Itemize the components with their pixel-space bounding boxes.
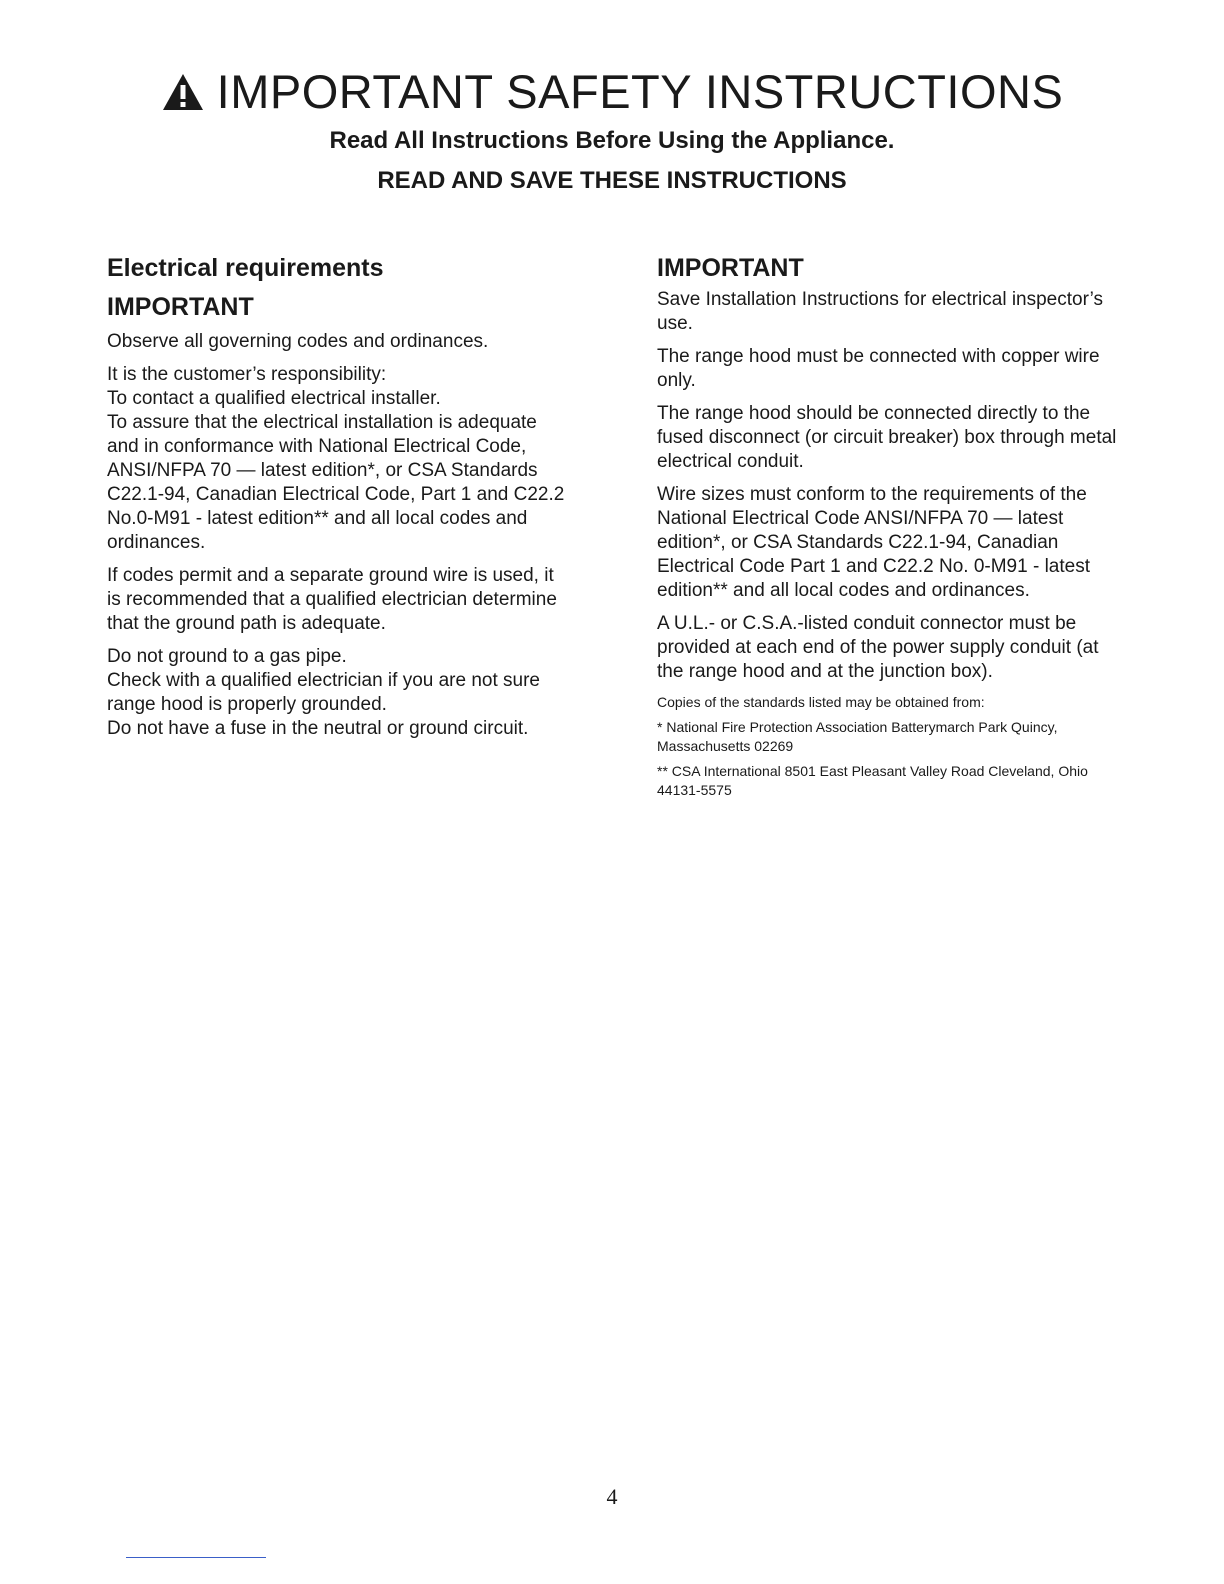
text-line: To contact a qualified electrical installer. — [107, 388, 441, 409]
warning-triangle-icon — [161, 72, 205, 112]
page-title — [0, 62, 1224, 122]
footnote: Copies of the standards listed may be obtained from: — [657, 694, 985, 710]
subtitle: Read All Instructions Before Using the Appliance. — [329, 127, 895, 154]
page-header — [0, 62, 1224, 198]
paragraph: A U.L.- or C.S.A.-listed conduit connector must be provided at each end of the power supply conduit (at the range hood and at the junction box). — [657, 613, 1099, 682]
text-line: It is the customer’s responsibility: — [107, 364, 387, 385]
page-number: 4 — [606, 1484, 618, 1509]
text-line: Do not have a fuse in the neutral or ground circuit. — [107, 718, 529, 739]
paragraph: If codes permit and a separate ground wire is used, it is recommended that a qualified electrician determine that the ground path is adequate. — [107, 565, 557, 634]
footnote: ** CSA International 8501 East Pleasant Valley Road Cleveland, Ohio 44131-5575 — [657, 763, 1088, 798]
paragraph: Wire sizes must conform to the requirements of the National Electrical Code ANSI/NFPA 70 — latest edition*, or CSA Standards C22.1-94, Canadian Electrical Code Part 1 and C22.2 No. 0-M91 - latest edition** and all local codes and ordinances. — [657, 484, 1090, 601]
left-column — [107, 248, 567, 750]
title-text: IMPORTANT SAFETY INSTRUCTIONS — [216, 65, 1064, 118]
text-line: To assure that the electrical installation is adequate and in conformance with National Electrical Code, ANSI/NFPA 70 — latest edition*, or CSA Standards C22.1-94, Canadian Electrical Code, Part 1 and C22.2 No.0-M91 - latest edition** and all local codes and ordinances. — [107, 412, 565, 553]
text-line: Check with a qualified electrician if you are not sure range hood is properly grounded. — [107, 670, 541, 715]
text-line: Do not ground to a gas pipe. — [107, 646, 347, 667]
important-heading-left: IMPORTANT — [107, 293, 254, 321]
important-heading-right: IMPORTANT — [657, 254, 804, 282]
paragraph: Observe all governing codes and ordinances. — [107, 331, 489, 352]
divider — [126, 1557, 266, 1558]
subtitle-caps: READ AND SAVE THESE INSTRUCTIONS — [377, 167, 847, 194]
paragraph — [107, 645, 567, 741]
paragraph: The range hood must be connected with copper wire only. — [657, 346, 1100, 391]
paragraph: Save Installation Instructions for electrical inspector’s use. — [657, 289, 1104, 334]
footnote: * National Fire Protection Association Batterymarch Park Quincy, Massachusetts 02269 — [657, 719, 1058, 754]
paragraph: The range hood should be connected directly to the fused disconnect (or circuit breaker) box through metal electrical conduit. — [657, 403, 1117, 472]
section-heading: Electrical requirements — [107, 254, 384, 282]
right-column — [657, 248, 1117, 806]
paragraph — [107, 363, 567, 555]
